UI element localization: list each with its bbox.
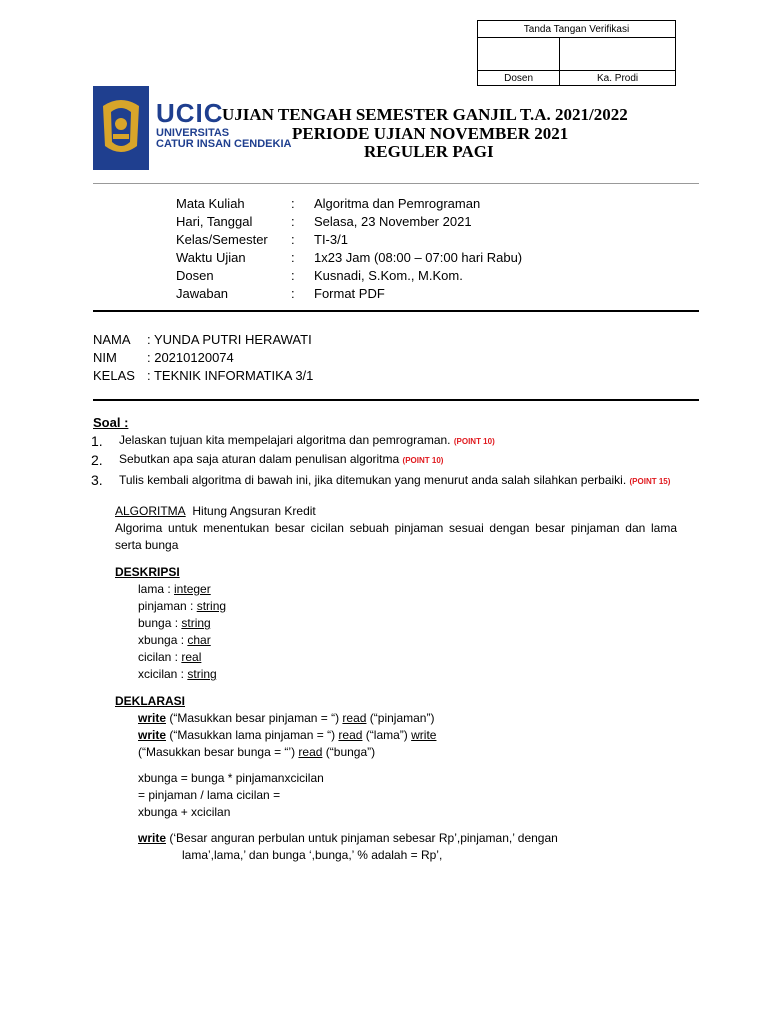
signature-box-dosen [478,38,560,71]
course-info [176,195,522,303]
list-item: cicilan : real [138,650,202,664]
list-item: xbunga : char [138,633,211,647]
university-crest-logo [93,86,149,170]
info-divider [93,310,699,312]
deklarasi-block [138,710,677,864]
header-divider [93,183,699,184]
question-2: 2. Sebutkan apa saja aturan dalam penulisan algoritma (POINT 10) [91,452,444,468]
output-line-1: write (‘Besar anguran perbulan untuk pinjaman sebesar Rp’,pinjaman,’ dengan [138,831,558,845]
algorithm-block [115,503,677,864]
deklarasi-line-2: write (“Masukkan lama pinjaman = “) read (“lama”) write [138,728,437,742]
calc-line-2: = pinjaman / lama cicilan = [138,788,281,802]
question-3: 3. Tulis kembali algoritma di bawah ini, jika ditemukan yang menurut anda salah silahkan perbaiki. (POINT 15) [91,472,671,488]
question-1: 1. Jelaskan tujuan kita mempelajari algoritma dan pemrograman. (POINT 10) [91,433,495,449]
deskripsi-list [138,581,677,683]
list-item: lama : integer [138,582,211,596]
exam-period: PERIODE UJIAN NOVEMBER 2021 [292,124,569,143]
algo-title: ALGORITMA Hitung Angsuran Kredit [115,504,316,518]
soal-heading: Soal : [93,415,129,430]
verification-table [477,20,676,86]
verification-title: Tanda Tangan Verifikasi [478,21,676,38]
logo-line2: CATUR INSAN CENDEKIA [156,138,292,150]
info-row: Dosen : Kusnadi, S.Kom., M.Kom. [176,268,463,283]
student-divider [93,399,699,401]
label-dosen: Dosen [478,71,560,86]
info-row: Hari, Tanggal : Selasa, 23 November 2021 [176,214,472,229]
info-row: Kelas/Semester : TI-3/1 [176,232,348,247]
deskripsi-heading: DESKRIPSI [115,565,180,579]
info-row: Mata Kuliah : Algoritma dan Pemrograman [176,196,481,211]
deklarasi-heading: DEKLARASI [115,694,186,708]
label-kaprodi: Ka. Prodi [560,71,676,86]
student-row: NIM : 20210120074 [93,350,234,365]
student-info [93,331,313,385]
algo-description: Algorima untuk menentukan besar cicilan sebuah pinjaman sesuai dengan besar pinjaman dan lama serta bunga [115,521,677,552]
logo-line1: UNIVERSITAS [156,127,230,139]
list-item: pinjaman : string [138,599,227,613]
output-line-2: lama’,lama,’ dan bunga ‘,bunga,’ % adalah = Rp’, [182,848,443,862]
list-item: bunga : string [138,616,211,630]
calc-line-1: xbunga = bunga * pinjamanxcicilan [138,771,324,785]
deklarasi-line-3: (“Masukkan besar bunga = “’) read (“bunga”) [138,745,376,759]
list-item: xcicilan : string [138,667,217,681]
info-row: Waktu Ujian : 1x23 Jam (08:00 – 07:00 hari Rabu) [176,250,523,265]
exam-title: UJIAN TENGAH SEMESTER GANJIL T.A. 2021/2022 [222,105,628,124]
deklarasi-line-1: write (“Masukkan besar pinjaman = “) read (“pinjaman”) [138,711,435,725]
signature-box-kaprodi [560,38,676,71]
exam-class: REGULER PAGI [364,142,494,161]
student-row: NAMA : YUNDA PUTRI HERAWATI [93,332,312,347]
student-row: KELAS : TEKNIK INFORMATIKA 3/1 [93,368,314,383]
calc-line-3: xbunga + xcicilan [138,805,231,819]
logo-ucic: UCIC [156,98,224,128]
info-row: Jawaban : Format PDF [176,286,385,301]
